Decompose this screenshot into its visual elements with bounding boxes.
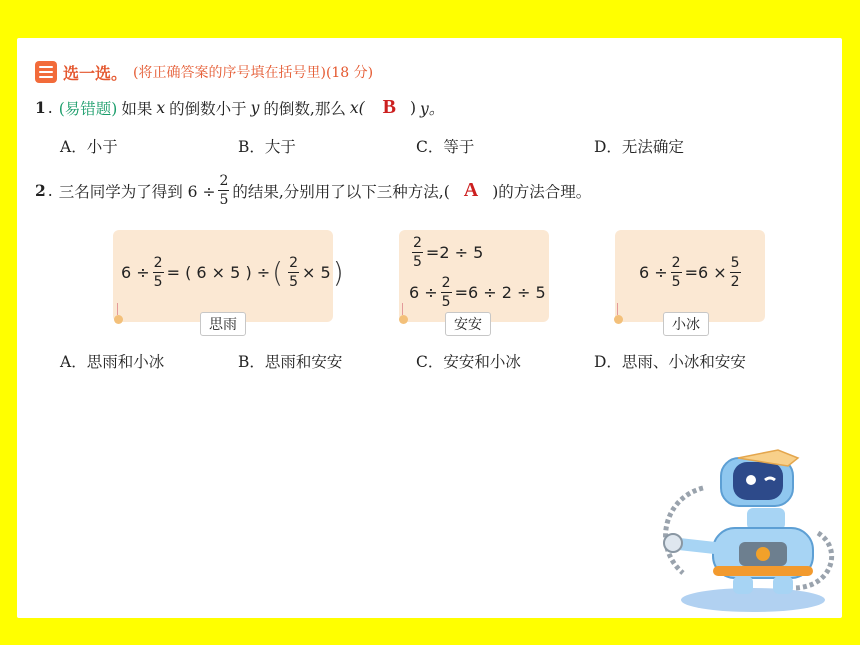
option-c[interactable]: C．等于 — [416, 138, 475, 156]
option-a[interactable]: A．思雨和小冰 — [60, 353, 165, 371]
question-number: 2 — [35, 181, 46, 200]
variable-y: y。 — [420, 99, 445, 118]
variable-x: x — [156, 98, 166, 117]
method-card-siyu — [113, 230, 344, 322]
question-text: 如果 — [121, 99, 153, 118]
option-b[interactable]: B．大于 — [238, 138, 296, 156]
option-d[interactable]: D．思雨、小冰和安安 — [594, 353, 746, 371]
question-text: 三名同学为了得到 6 ÷ — [58, 182, 216, 201]
list-icon — [35, 61, 57, 83]
variable-x: x( — [349, 98, 365, 117]
question-text: 的结果,分别用了以下三种方法,( — [232, 182, 450, 201]
question-1: 1 . (易错题) 如果 x 的倒数小于 y 的倒数,那么 x( B ) y。 — [35, 96, 445, 118]
method-expression-line-2: 6 ÷ $\frac{2}{5}$ =6 ÷ 2 ÷ 5 — [409, 275, 546, 310]
method-expression: 6 ÷ $\frac{2}{5}$ =6 × $\frac{5}{2}$ — [639, 255, 740, 290]
robot-mascot-illustration — [643, 438, 843, 618]
worksheet-page — [17, 38, 842, 618]
pin-icon — [114, 315, 123, 324]
student-name-xiaobing: 小冰 — [663, 312, 709, 336]
option-b[interactable]: B．思雨和安安 — [238, 353, 343, 371]
method-card-anan — [399, 230, 549, 322]
student-name-anan: 安安 — [445, 312, 491, 336]
question-2-options — [60, 350, 790, 372]
pin-icon — [399, 315, 408, 324]
question-text: )的方法合理。 — [492, 182, 592, 201]
section-header — [35, 60, 373, 84]
variable-y: y — [250, 98, 260, 117]
option-c[interactable]: C．安安和小冰 — [416, 353, 521, 371]
answer-blank[interactable]: B — [382, 96, 396, 118]
section-note: (将正确答案的序号填在括号里)(18 分) — [133, 65, 374, 81]
method-expression: 6 ÷ $\frac{2}{5}$ = ( 6 × 5 ) ÷ ( $\frac{2}{5}$ × 5 ) — [121, 255, 344, 290]
option-a[interactable]: A．小于 — [60, 138, 118, 156]
section-title: 选一选。 — [63, 63, 128, 83]
option-d[interactable]: D．无法确定 — [594, 138, 684, 156]
question-tag: (易错题) — [58, 99, 118, 118]
fraction: $\frac{2}{5}$ — [219, 173, 229, 208]
question-1-options — [60, 135, 790, 157]
question-number: 1 — [35, 98, 46, 117]
question-text: ) — [409, 98, 417, 117]
question-text: 的倒数,那么 — [263, 99, 346, 118]
student-name-siyu: 思雨 — [200, 312, 246, 336]
method-expression-line-1: $\frac{2}{5}$ =2 ÷ 5 — [413, 235, 484, 270]
pin-icon — [614, 315, 623, 324]
answer-blank[interactable]: A — [463, 179, 479, 201]
question-2: 2 . 三名同学为了得到 6 ÷ $\frac{2}{5}$ 的结果,分别用了以下三种方法,( A )的方法合理。 — [35, 173, 592, 208]
question-text: 的倒数小于 — [169, 99, 247, 118]
method-card-xiaobing — [615, 230, 765, 322]
